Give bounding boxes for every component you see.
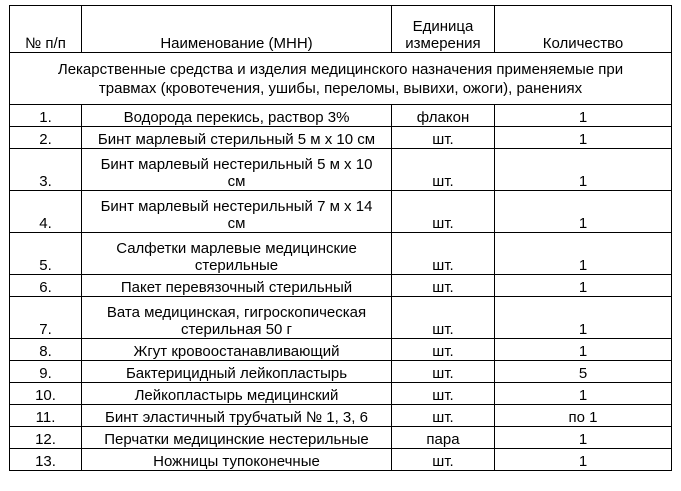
row-number: 8. [10, 339, 82, 361]
table-row [10, 297, 672, 339]
table-row [10, 233, 672, 275]
section-heading-line1: Лекарственные средства и изделия медицинского назначения применяемые при [57, 60, 624, 78]
item-name [82, 383, 392, 405]
item-quantity: 1 [495, 297, 672, 339]
header-row [10, 6, 672, 53]
item-name [82, 127, 392, 149]
table-row [10, 427, 672, 449]
item-name [82, 105, 392, 127]
table-row [10, 149, 672, 191]
item-unit: шт. [392, 361, 495, 383]
table-row [10, 405, 672, 427]
item-unit: шт. [392, 449, 495, 471]
row-number: 1. [10, 105, 82, 127]
header-unit-line2: измерения [405, 35, 481, 52]
item-name-line1: Жгут кровоостанавливающий [133, 343, 340, 360]
table-row [10, 361, 672, 383]
item-name-line1: Вата медицинская, гигроскопическая [106, 304, 367, 321]
item-unit: шт. [392, 275, 495, 297]
item-name [82, 405, 392, 427]
item-name [82, 297, 392, 339]
medical-supplies-table [9, 5, 672, 471]
item-quantity: 1 [495, 383, 672, 405]
table-row [10, 105, 672, 127]
table-row [10, 191, 672, 233]
row-number: 3. [10, 149, 82, 191]
item-quantity: 1 [495, 449, 672, 471]
header-quantity: Количество [495, 6, 672, 53]
item-unit: шт. [392, 383, 495, 405]
item-name-line1: Пакет перевязочный стерильный [120, 279, 353, 296]
header-number: № п/п [10, 6, 82, 53]
item-name [82, 275, 392, 297]
item-name-line1: Салфетки марлевые медицинские [116, 240, 357, 257]
item-name-line1: Лейкопластырь медицинский [134, 387, 339, 404]
item-quantity: 1 [495, 339, 672, 361]
item-name [82, 361, 392, 383]
row-number: 6. [10, 275, 82, 297]
item-unit: шт. [392, 149, 495, 191]
table-row [10, 127, 672, 149]
item-unit: шт. [392, 127, 495, 149]
item-unit: пара [392, 427, 495, 449]
section-row [10, 53, 672, 105]
item-unit: шт. [392, 405, 495, 427]
row-number: 13. [10, 449, 82, 471]
header-unit [392, 6, 495, 53]
item-quantity: по 1 [495, 405, 672, 427]
header-unit-line1: Единица [412, 18, 474, 35]
item-name-line1: Ножницы тупоконечные [153, 453, 320, 470]
item-name-line2: стерильная 50 г [180, 321, 293, 338]
item-unit: шт. [392, 297, 495, 339]
item-name [82, 339, 392, 361]
item-quantity: 1 [495, 275, 672, 297]
item-name-line1: Бинт марлевый нестерильный 5 м х 10 [100, 156, 373, 173]
item-quantity: 1 [495, 191, 672, 233]
row-number: 5. [10, 233, 82, 275]
item-name-line2: стерильные [194, 257, 279, 274]
header-name: Наименование (МНН) [82, 6, 392, 53]
item-unit: шт. [392, 191, 495, 233]
item-name [82, 233, 392, 275]
item-name-line1: Перчатки медицинские нестерильные [104, 431, 369, 448]
item-name [82, 427, 392, 449]
table-row [10, 275, 672, 297]
item-name-line1: Бинт эластичный трубчатый № 1, 3, 6 [105, 409, 368, 426]
row-number: 7. [10, 297, 82, 339]
item-unit: шт. [392, 233, 495, 275]
item-quantity: 1 [495, 427, 672, 449]
item-name [82, 149, 392, 191]
item-unit: флакон [392, 105, 495, 127]
item-quantity: 5 [495, 361, 672, 383]
row-number: 4. [10, 191, 82, 233]
row-number: 12. [10, 427, 82, 449]
section-heading-line2: травмах (кровотечения, ушибы, переломы, вывихи, ожоги), ранениях [98, 79, 583, 97]
item-name-line2: см [227, 215, 246, 232]
item-unit: шт. [392, 339, 495, 361]
item-name-line1: Бактерицидный лейкопластырь [125, 365, 348, 382]
section-heading [10, 53, 672, 105]
item-name [82, 449, 392, 471]
item-quantity: 1 [495, 233, 672, 275]
table-row [10, 449, 672, 471]
item-name-line1: Водорода перекись, раствор 3% [123, 109, 350, 126]
row-number: 2. [10, 127, 82, 149]
item-name-line1: Бинт марлевый нестерильный 7 м х 14 [100, 198, 373, 215]
item-name-line2: см [227, 173, 246, 190]
item-quantity: 1 [495, 127, 672, 149]
item-name-line1: Бинт марлевый стерильный 5 м х 10 см [97, 131, 376, 148]
table-row [10, 383, 672, 405]
item-name [82, 191, 392, 233]
row-number: 9. [10, 361, 82, 383]
item-quantity: 1 [495, 105, 672, 127]
row-number: 10. [10, 383, 82, 405]
table-row [10, 339, 672, 361]
row-number: 11. [10, 405, 82, 427]
item-quantity: 1 [495, 149, 672, 191]
